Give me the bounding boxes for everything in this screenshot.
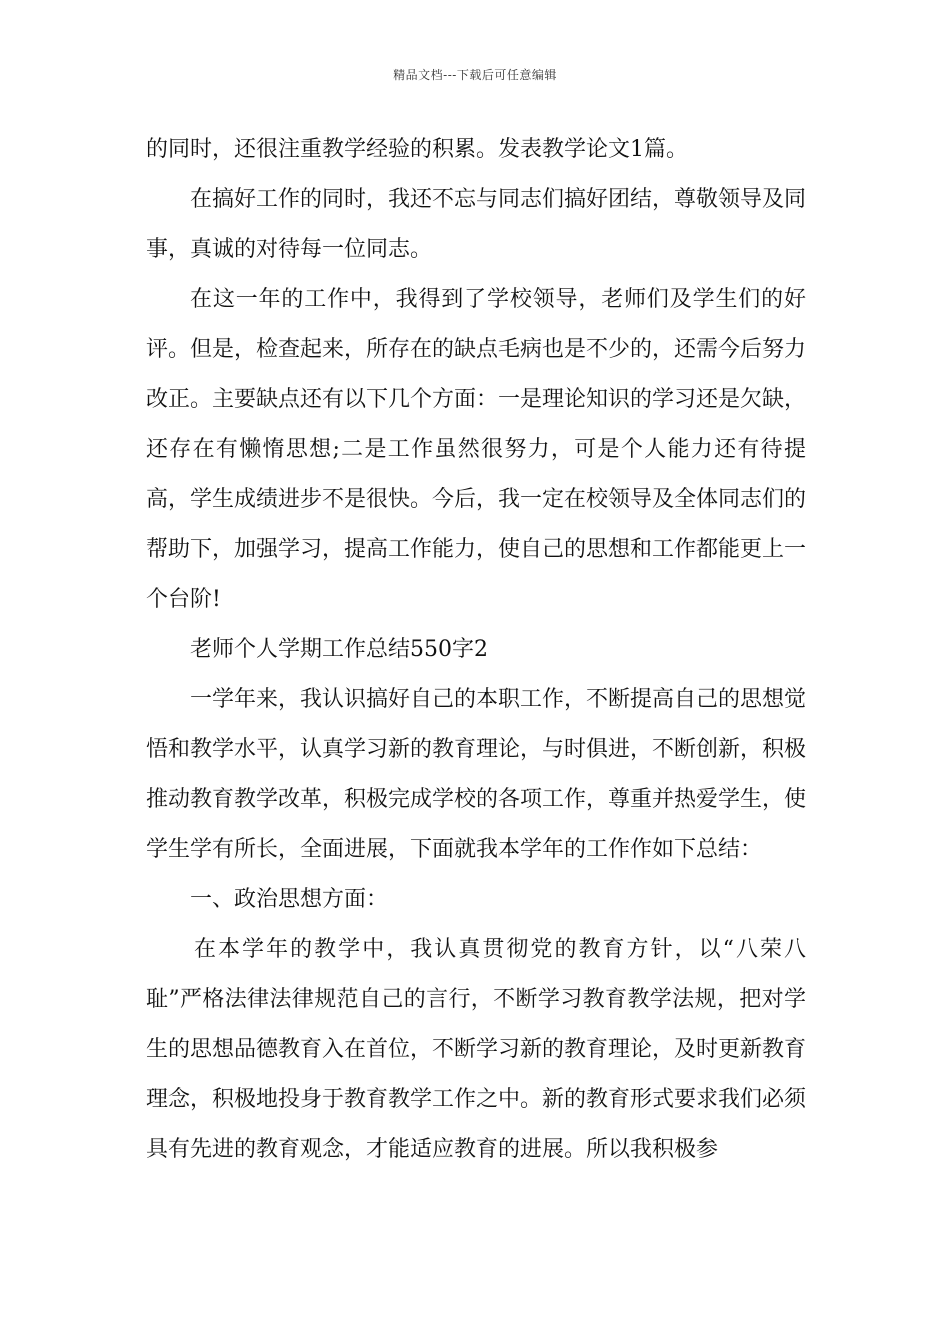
page-header: 精品文档---下载后可任意编辑 <box>393 68 557 82</box>
document-body <box>146 125 806 1175</box>
paragraph-politics: 在本学年的教学中，我认真贯彻党的教育方针，以“八荣八耻”严格法律法律规范自己的言行，不断学习教育教学法规，把对学生的思想品德教育入在首位，不断学习新的教育理论，及时更新教育理念，积极地投身于教育教学工作之中。新的教育形式要求我们必须具有先进的教育观念，才能适应教育的进展。所以我积极参 <box>146 937 807 1162</box>
section-heading-politics: 一、政治思想方面： <box>190 887 389 912</box>
paragraph-unity: 在搞好工作的同时，我还不忘与同志们搞好团结，尊敬领导及同事，真诚的对待每一位同志。 <box>146 187 807 262</box>
paragraph-continuation: 的同时，还很注重教学经验的积累。发表教学论文1篇。 <box>146 137 688 162</box>
paragraph-shortcomings: 在这一年的工作中，我得到了学校领导，老师们及学生们的好评。但是，检查起来，所存在的缺点毛病也是不少的，还需今后努力改正。主要缺点还有以下几个方面：一是理论知识的学习还是欠缺，还存在有懒惰思想;二是工作虽然很努力，可是个人能力还有待提高，学生成绩进步不是很快。今后，我一定在校领导及全体同志们的帮助下，加强学习，提高工作能力，使自己的思想和工作都能更上一个台阶! <box>146 287 807 612</box>
paragraph-intro: 一学年来，我认识搞好自己的本职工作，不断提高自己的思想觉悟和教学水平，认真学习新的教育理论，与时俱进，不断创新，积极推动教育教学改革，积极完成学校的各项工作，尊重并热爱学生，使学生学有所长，全面进展，下面就我本学年的工作作如下总结： <box>146 687 807 862</box>
section-title: 老师个人学期工作总结550字2 <box>190 637 488 662</box>
